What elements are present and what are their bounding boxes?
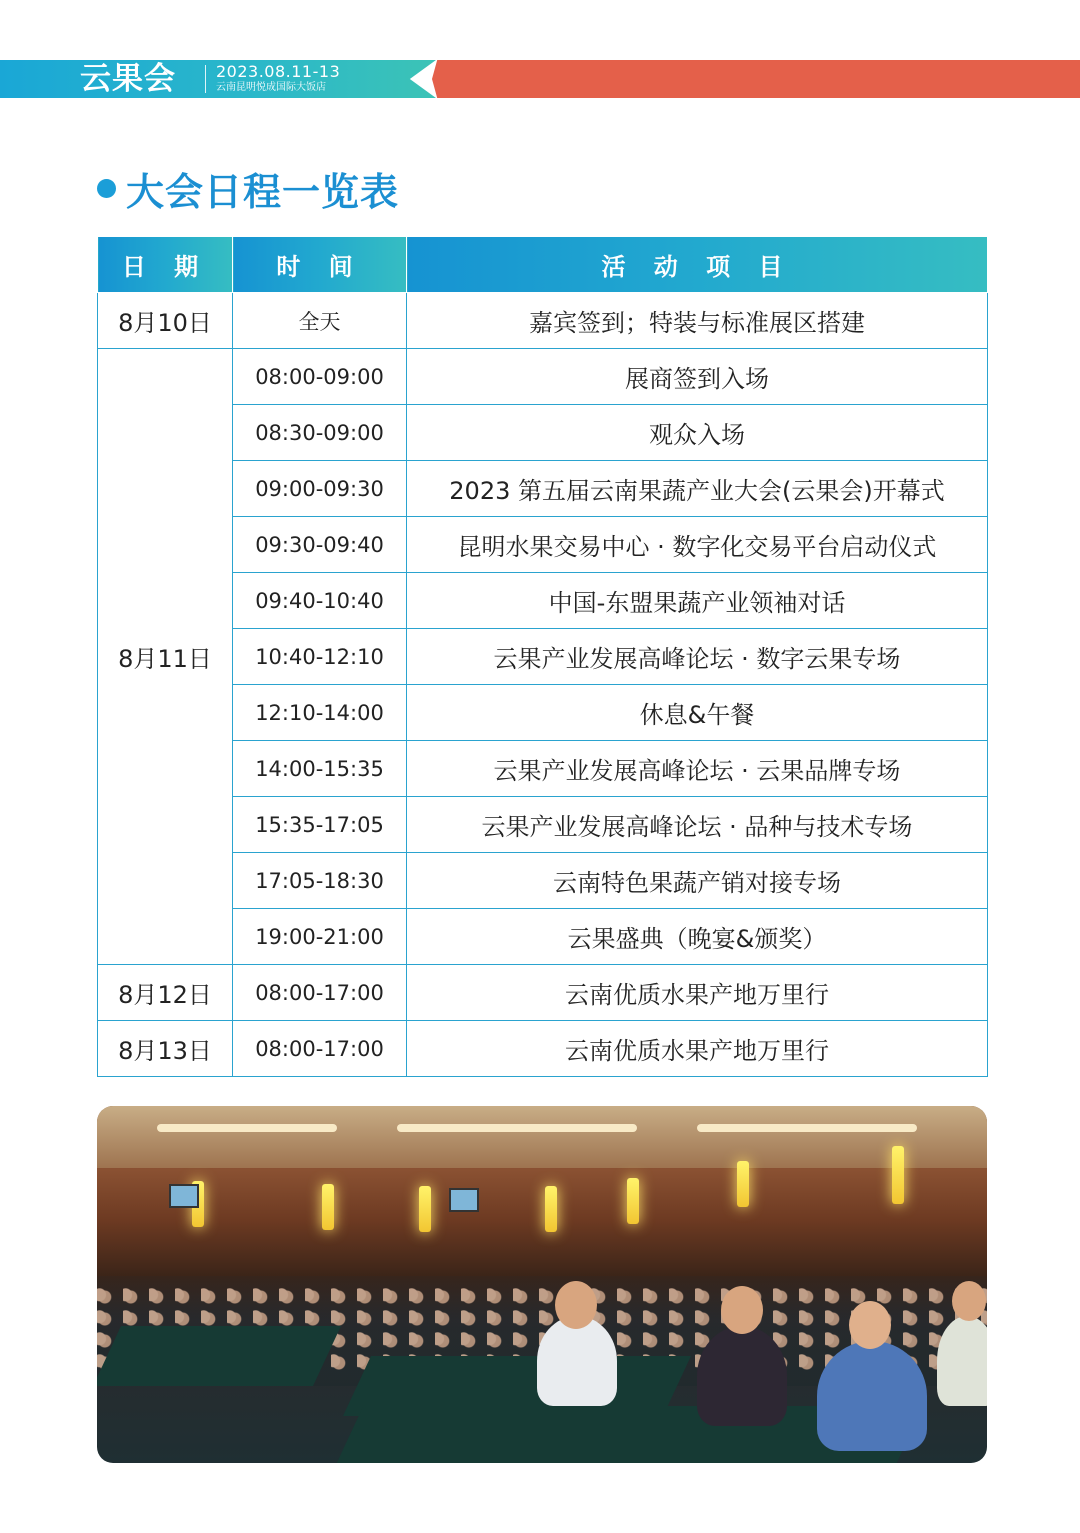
photo-attendee [697,1326,787,1426]
schedule-activity-cell: 云果盛典（晚宴&颁奖） [407,909,988,965]
photo-wall-lamp [419,1186,431,1232]
banner-divider [205,65,206,93]
schedule-time-cell: 12:10-14:00 [233,685,407,741]
schedule-table [97,236,988,1077]
schedule-time-cell: 09:00-09:30 [233,461,407,517]
schedule-time-cell: 10:40-12:10 [233,629,407,685]
header-activity: 活 动 项 目 [407,237,988,293]
schedule-activity-cell: 云果产业发展高峰论坛 · 云果品牌专场 [407,741,988,797]
schedule-header-row [98,237,988,293]
photo-desk [97,1326,341,1386]
header-time: 时 间 [233,237,407,293]
conference-photo [97,1106,987,1463]
photo-ceiling [97,1106,987,1168]
schedule-activity-cell: 昆明水果交易中心 · 数字化交易平台启动仪式 [407,517,988,573]
photo-wall-lamp [892,1146,904,1204]
schedule-time-cell: 全天 [233,293,407,349]
schedule-activity-cell: 中国-东盟果蔬产业领袖对话 [407,573,988,629]
schedule-date-cell: 8月12日 [98,965,233,1021]
schedule-activity-cell: 云果产业发展高峰论坛 · 品种与技术专场 [407,797,988,853]
schedule-time-cell: 19:00-21:00 [233,909,407,965]
photo-screen [449,1188,479,1212]
header-banner [0,60,1080,98]
photo-wall-lamp [737,1161,749,1207]
banner-red-strip [432,60,1080,98]
photo-attendee-head [555,1281,597,1329]
photo-ceiling-light [397,1124,637,1132]
photo-attendee-head [952,1281,986,1321]
schedule-time-cell: 09:40-10:40 [233,573,407,629]
photo-wall-lamp [545,1186,557,1232]
schedule-time-cell: 14:00-15:35 [233,741,407,797]
photo-ceiling-light [157,1124,337,1132]
photo-attendee [537,1316,617,1406]
photo-screen [169,1184,199,1208]
schedule-time-cell: 08:00-17:00 [233,965,407,1021]
photo-wall-lamp [322,1184,334,1230]
schedule-time-cell: 09:30-09:40 [233,517,407,573]
table-row [98,349,988,405]
photo-attendee-head [721,1286,763,1334]
section-title [97,164,399,212]
schedule-time-cell: 08:00-17:00 [233,1021,407,1077]
schedule-activity-cell: 云南特色果蔬产销对接专场 [407,853,988,909]
schedule-activity-cell: 展商签到入场 [407,349,988,405]
header-date: 日 期 [98,237,233,293]
schedule-time-cell: 08:00-09:00 [233,349,407,405]
schedule-activity-cell: 2023 第五届云南果蔬产业大会(云果会)开幕式 [407,461,988,517]
photo-attendee [817,1341,927,1451]
schedule-activity-cell: 休息&午餐 [407,685,988,741]
schedule-date-cell: 8月13日 [98,1021,233,1077]
photo-ceiling-light [697,1124,917,1132]
photo-attendee [937,1316,987,1406]
photo-attendee-head [849,1301,891,1349]
schedule-activity-cell: 观众入场 [407,405,988,461]
schedule-date-cell: 8月11日 [98,349,233,965]
schedule-time-cell: 15:35-17:05 [233,797,407,853]
event-logo: 云果会 [80,61,176,97]
schedule-time-cell: 17:05-18:30 [233,853,407,909]
schedule-activity-cell: 云果产业发展高峰论坛 · 数字云果专场 [407,629,988,685]
event-date: 2023.08.11-13 [216,62,341,81]
table-row [98,965,988,1021]
schedule-time-cell: 08:30-09:00 [233,405,407,461]
schedule-body [98,293,988,1077]
bullet-dot-icon [97,179,116,198]
schedule-activity-cell: 云南优质水果产地万里行 [407,965,988,1021]
section-title-text: 大会日程一览表 [126,169,400,214]
schedule-activity-cell: 嘉宾签到；特装与标准展区搭建 [407,293,988,349]
table-row [98,1021,988,1077]
event-venue: 云南昆明悦成国际大饭店 [216,82,326,93]
schedule-activity-cell: 云南优质水果产地万里行 [407,1021,988,1077]
table-row [98,293,988,349]
schedule-date-cell: 8月10日 [98,293,233,349]
photo-wall-lamp [627,1178,639,1224]
